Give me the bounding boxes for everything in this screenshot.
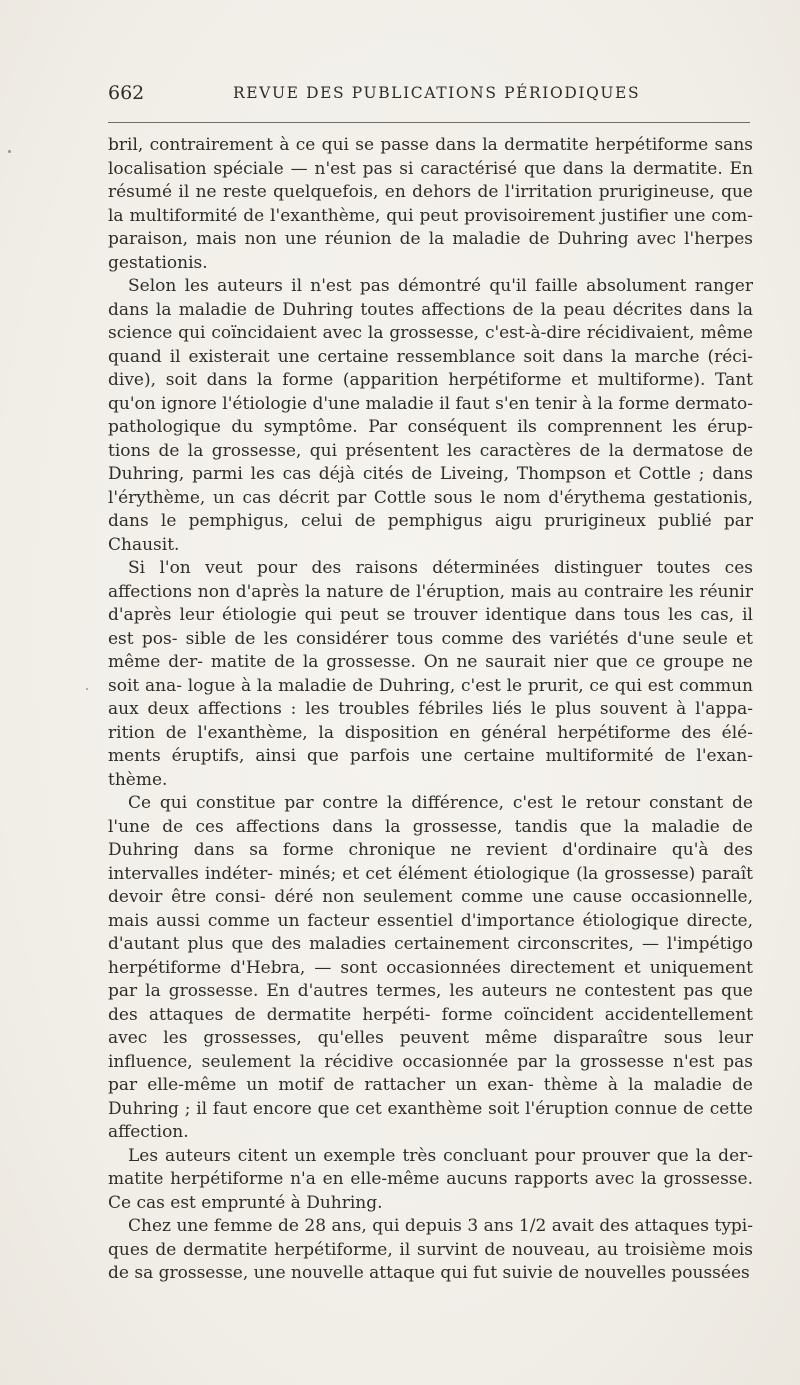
paragraph: Les auteurs citent un exemple très concluant pour prouver que la der- matite herpétiforme n'a en elle-même aucuns rapports avec la grossesse. Ce cas est emprunté à Duhring. <box>108 1145 753 1213</box>
paragraph: Ce qui constitue par contre la différence, c'est le retour constant de l'une de ces affections dans la grossesse, tandis que la maladie de Duhring dans sa forme chronique ne revient d'ordinaire qu'à des intervalles indéter- minés; et cet élément étiologique (la grossesse) paraît devoir être consi- déré non seulement comme une cause occasionnelle, mais aussi comme un facteur essentiel d'importance étiologique directe, d'autant plus que des maladies certainement circonscrites, — l'impétigo herpétiforme d'Hebra, — sont occasionnées directement et uniquement par la grossesse. En d'autres termes, les auteurs ne contestent pas que des attaques de dermatite herpéti- forme coïncident accidentellement avec les grossesses, qu'elles peuvent même disparaître sous leur influence, seulement la récidive occasionnée par la grossesse n'est pas par elle-même un motif de rattacher un exan- thème à la maladie de Duhring ; il faut encore que cet exanthème soit l'éruption connue de cette affection. <box>108 793 753 1142</box>
header-rule <box>108 122 750 123</box>
paragraph: Si l'on veut pour des raisons déterminées distinguer toutes ces affections non d'après la nature de l'éruption, mais au contraire les réunir d'après leur étiologie qui peut se trouver identique dans tous les cas, il est pos- sible de les considérer tous comme des variétés d'une seule et même der- matite de la grossesse. On ne saurait nier que ce groupe ne soit ana- logue à la maladie de Duhring, c'est le prurit, ce qui est commun aux deux affections : les troubles fébriles liés le plus souvent à l'appa- rition de l'exanthème, la disposition en général herpétiforme des élé- ments éruptifs, ainsi que parfois une certaine multiformité de l'exan- thème. <box>108 558 753 790</box>
page-number: 662 <box>108 82 145 104</box>
paper-speck <box>8 150 11 153</box>
paper-speck <box>86 688 88 690</box>
running-title: REVUE DES PUBLICATIONS PÉRIODIQUES <box>233 84 641 102</box>
article-body <box>108 134 753 1286</box>
paragraph: bril, contrairement à ce qui se passe dans la dermatite herpétiforme sans localisation spéciale — n'est pas si caractérisé que dans la dermatite. En résumé il ne reste quelquefois, en dehors de l'irritation prurigineuse, que la multiformité de l'exanthème, qui peut provisoirement justifier une com- paraison, mais non une réunion de la maladie de Duhring avec l'herpes gestationis. <box>108 135 753 273</box>
paragraph: Chez une femme de 28 ans, qui depuis 3 ans 1/2 avait des attaques typi- ques de dermatite herpétiforme, il survint de nouveau, au troisième mois de sa grossesse, une nouvelle attaque qui fut suivie de nouvelles poussées <box>108 1216 753 1283</box>
page-header <box>108 82 750 106</box>
paragraph: Selon les auteurs il n'est pas démontré qu'il faille absolument ranger dans la maladie de Duhring toutes affections de la peau décrites dans la science qui coïncidaient avec la grossesse, c'est-à-dire récidivaient, même quand il existerait une certaine ressemblance soit dans la marche (réci- dive), soit dans la forme (apparition herpétiforme et multiforme). Tant qu'on ignore l'étiologie d'une maladie il faut s'en tenir à la forme dermato- pathologique du symptôme. Par conséquent ils comprennent les érup- tions de la grossesse, qui présentent les caractères de la dermatose de Duhring, parmi les cas déjà cités de Liveing, Thompson et Cottle ; dans l'érythème, un cas décrit par Cottle sous le nom d'érythema gestationis, dans le pemphigus, celui de pemphigus aigu prurigineux publié par Chausit. <box>108 276 753 555</box>
